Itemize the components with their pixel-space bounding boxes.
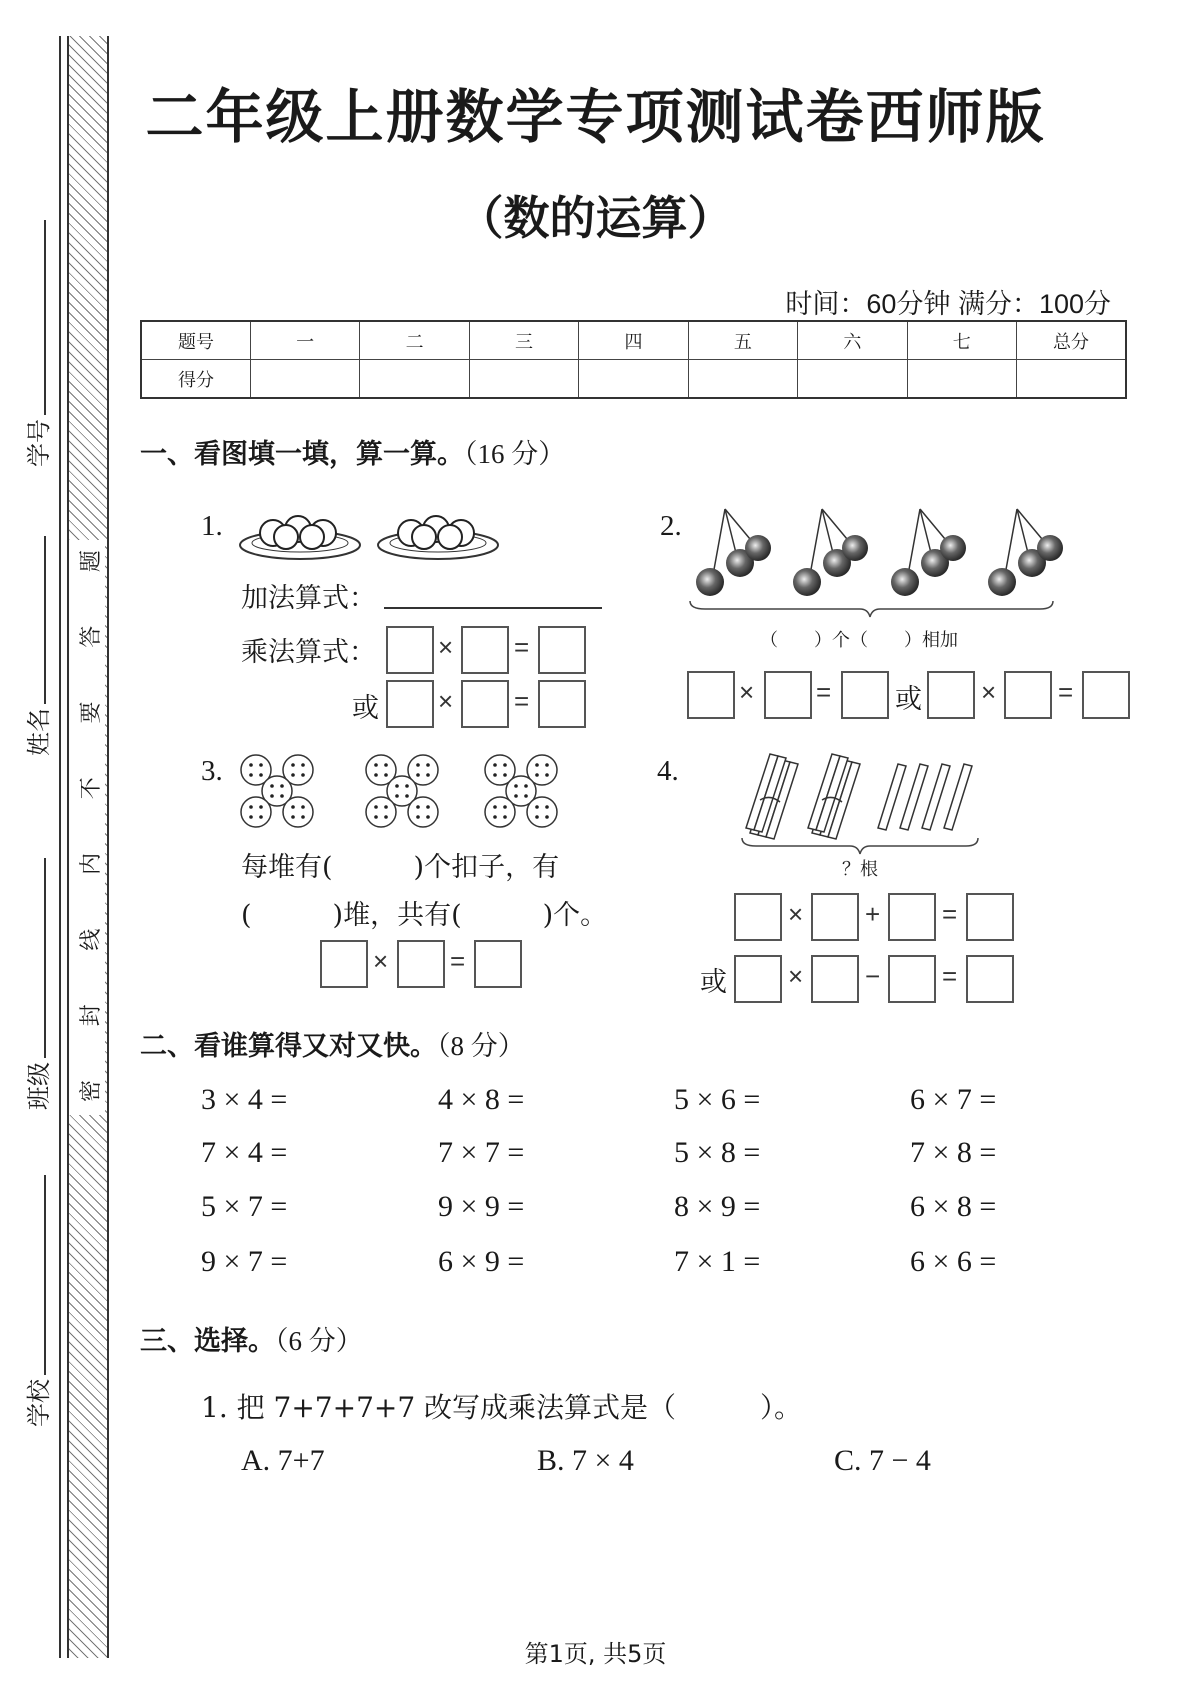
notice-char: 答: [78, 625, 104, 648]
buttons-image: [238, 752, 618, 832]
student-id-field[interactable]: [22, 220, 53, 467]
times-sign: ×: [438, 686, 454, 716]
calc-item: 7 × 4 =: [201, 1136, 288, 1169]
times-sign: ×: [788, 899, 804, 929]
option-a[interactable]: A. 7+7: [241, 1444, 325, 1477]
q1-number: 1.: [201, 510, 223, 542]
button-pile: [241, 755, 313, 827]
answer-box[interactable]: [386, 626, 434, 674]
header-cell: 五: [688, 321, 797, 360]
answer-box[interactable]: [734, 893, 782, 941]
button-pile: [485, 755, 557, 827]
times-sign: ×: [438, 632, 454, 662]
notice-char: 线: [78, 928, 104, 951]
notice-char: 题: [78, 550, 104, 573]
calc-item: 5 × 7 =: [201, 1190, 288, 1223]
button-icon: [283, 797, 313, 827]
cherry-bunch: [696, 509, 771, 596]
answer-box[interactable]: [538, 680, 586, 728]
notice-char: 不: [78, 777, 104, 800]
q2-number: 2.: [660, 510, 682, 542]
score-cell[interactable]: [798, 360, 907, 399]
cherries-image: [685, 505, 1065, 623]
answer-box[interactable]: [1004, 671, 1052, 719]
answer-box[interactable]: [538, 626, 586, 674]
calc-item: 7 × 8 =: [910, 1136, 997, 1169]
answer-box[interactable]: [888, 955, 936, 1003]
answer-box[interactable]: [927, 671, 975, 719]
page-title: 二年级上册数学专项测试卷西师版: [145, 83, 1046, 151]
addition-answer-line[interactable]: [384, 607, 602, 609]
calc-item: 5 × 6 =: [674, 1083, 761, 1116]
equals-sign: =: [942, 899, 958, 929]
header-cell: 一: [250, 321, 359, 360]
calc-item: 7 × 7 =: [438, 1136, 525, 1169]
q3-line1: 每堆有( )个扣子，有: [241, 852, 560, 883]
answer-box[interactable]: [966, 893, 1014, 941]
apple-plates-image: [238, 505, 503, 561]
equals-sign: =: [450, 946, 466, 976]
class-label: 班级: [24, 1062, 53, 1110]
student-id-label: 学号: [24, 419, 53, 467]
notice-char: 要: [78, 701, 104, 724]
notice-char: 内: [78, 852, 104, 875]
q3-number: 3.: [201, 755, 223, 787]
or-label: 或: [895, 684, 922, 715]
answer-box[interactable]: [888, 893, 936, 941]
q4-number: 4.: [657, 755, 679, 787]
button-icon: [366, 797, 396, 827]
section2-heading: 二、看谁算得又对又快。（8 分）: [140, 1031, 525, 1062]
notice-char: 封: [78, 1004, 104, 1027]
score-cell[interactable]: [360, 360, 469, 399]
plus-sign: +: [865, 899, 881, 929]
calc-item: 9 × 9 =: [438, 1190, 525, 1223]
calc-item: 6 × 7 =: [910, 1083, 997, 1116]
row-label: 得分: [141, 360, 250, 399]
page-subtitle: （数的运算）: [457, 191, 734, 245]
calc-item: 6 × 8 =: [910, 1190, 997, 1223]
section1-heading: 一、看图填一填，算一算。（16 分）: [140, 439, 566, 470]
calc-item: 8 × 9 =: [674, 1190, 761, 1223]
answer-box[interactable]: [320, 940, 368, 988]
times-sign: ×: [981, 677, 997, 707]
minus-sign: −: [865, 961, 881, 991]
equals-sign: =: [514, 686, 530, 716]
equals-sign: =: [1058, 677, 1074, 707]
header-cell: 三: [469, 321, 578, 360]
header-cell: 二: [360, 321, 469, 360]
times-sign: ×: [739, 677, 755, 707]
answer-box[interactable]: [386, 680, 434, 728]
times-sign: ×: [373, 946, 389, 976]
calc-item: 9 × 7 =: [201, 1245, 288, 1278]
school-field[interactable]: [22, 1175, 53, 1427]
s3-q1-text: 1. 把 7+7+7+7 改写成乘法算式是（ ）。: [201, 1391, 803, 1424]
option-c[interactable]: C. 7 − 4: [834, 1444, 931, 1477]
equals-sign: =: [514, 632, 530, 662]
button-icon: [241, 797, 271, 827]
equals-sign: =: [816, 677, 832, 707]
notice-char: 密: [78, 1079, 104, 1102]
button-icon: [485, 797, 515, 827]
school-label: 学校: [24, 1379, 53, 1427]
answer-box[interactable]: [461, 626, 509, 674]
header-cell: 题号: [141, 321, 250, 360]
answer-box[interactable]: [811, 893, 859, 941]
or-label: 或: [352, 693, 379, 724]
name-label: 姓名: [24, 708, 53, 756]
answer-box[interactable]: [474, 940, 522, 988]
answer-box[interactable]: [461, 680, 509, 728]
answer-box[interactable]: [966, 955, 1014, 1003]
header-cell: 四: [579, 321, 688, 360]
stick-bundle: [746, 754, 798, 839]
score-cell[interactable]: [688, 360, 797, 399]
header-cell: 六: [798, 321, 907, 360]
answer-box[interactable]: [811, 955, 859, 1003]
answer-box[interactable]: [687, 671, 735, 719]
q4-caption: ？根: [842, 859, 878, 880]
score-table-score-row: [141, 360, 1126, 399]
calc-item: 3 × 4 =: [201, 1083, 288, 1116]
option-b[interactable]: B. 7 × 4: [537, 1444, 634, 1477]
score-table-header-row: [141, 321, 1126, 360]
addition-label: 加法算式：: [241, 583, 376, 614]
class-field[interactable]: [22, 858, 53, 1110]
single-sticks: [878, 764, 972, 830]
sticks-image: [738, 748, 988, 856]
answer-box[interactable]: [841, 671, 889, 719]
calc-item: 4 × 8 =: [438, 1083, 525, 1116]
score-table: [140, 320, 1127, 399]
multiplication-label: 乘法算式：: [241, 637, 376, 668]
answer-box[interactable]: [1082, 671, 1130, 719]
score-cell[interactable]: [1017, 360, 1127, 399]
button-pile: [366, 755, 438, 827]
or-label: 或: [700, 967, 727, 998]
score-cell[interactable]: [579, 360, 688, 399]
binding-notice: [74, 550, 104, 1102]
name-field[interactable]: [22, 536, 53, 756]
calc-item: 6 × 9 =: [438, 1245, 525, 1278]
calc-item: 7 × 1 =: [674, 1245, 761, 1278]
binding-line: [59, 36, 61, 1658]
page-footer: 第1页, 共5页: [524, 1640, 667, 1668]
plate-of-apples: [240, 516, 360, 559]
header-cell: 总分: [1017, 321, 1127, 360]
calc-item: 5 × 8 =: [674, 1136, 761, 1169]
answer-box[interactable]: [764, 671, 812, 719]
plate-of-apples: [378, 516, 498, 559]
q2-caption: （ ）个（ ）相加: [760, 630, 958, 651]
brace: [742, 838, 978, 854]
q3-line2: ( )堆，共有( )个。: [241, 900, 608, 931]
brace: [690, 601, 1053, 617]
exam-meta: 时间：60分钟 满分：100分: [785, 289, 1111, 319]
answer-box[interactable]: [397, 940, 445, 988]
section3-heading: 三、选择。（6 分）: [140, 1326, 363, 1357]
header-cell: 七: [907, 321, 1016, 360]
equals-sign: =: [942, 961, 958, 991]
score-cell[interactable]: [469, 360, 578, 399]
calc-item: 6 × 6 =: [910, 1245, 997, 1278]
button-icon: [408, 797, 438, 827]
score-cell[interactable]: [907, 360, 1016, 399]
times-sign: ×: [788, 961, 804, 991]
button-icon: [527, 797, 557, 827]
answer-box[interactable]: [734, 955, 782, 1003]
score-cell[interactable]: [250, 360, 359, 399]
